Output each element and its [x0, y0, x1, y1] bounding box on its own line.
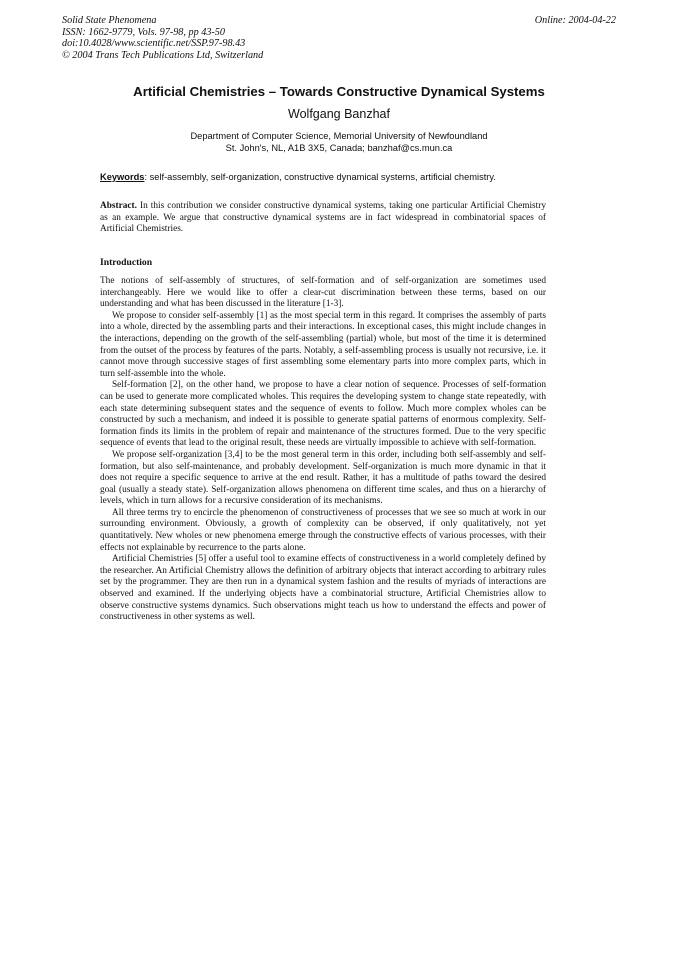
doi-line: doi:10.4028/www.scientific.net/SSP.97-98.43: [62, 38, 246, 50]
journal-name: Solid State Phenomena: [62, 15, 157, 26]
affiliation-line-2: St. John's, NL, A1B 3X5, Canada; banzhaf@cs.mun.ca: [225, 142, 453, 153]
introduction-body: [100, 276, 546, 624]
paragraph: We propose self-organization [3,4] to be the most general term in this order, including both self-assembly and self-formation, but also self-maintenance, and probably development. Self-organization is much more dynamic in that it does not require a specific sequence to arrive at the end result. Rather, it has a multitude of paths toward the desired goal (usually a steady state). Self-organization allows phenomena on different time scales, and thus on a hierarchy of levels, which in turn allows for a recursive consideration of its mechanisms.: [100, 449, 546, 507]
journal-header: [62, 15, 616, 61]
keywords: [100, 172, 560, 182]
paragraph: The notions of self-assembly of structures, of self-formation and of self-organization are sometimes used interchangeably. Here we would like to offer a clear-cut discrimination between these terms, based on our understanding and what has been discussed in the literature [1-3].: [100, 276, 546, 310]
affiliation-line-1: Department of Computer Science, Memorial University of Newfoundland: [190, 131, 488, 141]
paper-title: Artificial Chemistries – Towards Constructive Dynamical Systems: [133, 84, 545, 99]
copyright-line: © 2004 Trans Tech Publications Ltd, Switzerland: [62, 49, 264, 61]
paragraph: We propose to consider self-assembly [1] as the most special term in this regard. It comprises the assembly of parts into a whole, directed by the assembling parts and their interactions. In exceptional cases, this might include changes in the interactions, depending on the growth of the self-assembling (partial) whole, but most of the time it is determined from the outset of the process by features of the parts. Notably, a self-assembling process is usually not recursive, i.e. it cannot move through successive stages of first assembling some elementary parts into more complex parts, which in turn self-assemble into the whole.: [100, 310, 546, 379]
abstract-label: Abstract.: [100, 201, 137, 211]
paragraph: Self-formation [2], on the other hand, we propose to have a clear notion of sequence. Processes of self-formation can be used to generate more complicated wholes. This requires the developing system to change state repeatedly, with each state determining subsequent states and the sequence of events to follow. Much more complex wholes can be constructed by such a mechanism, and indeed it is possible to generate spatial patterns of enormous complexity. Self-formation finds its limits in the problem of repair and maintenance of the structures formed. Due to the very specific sequence of events that lead to the original result, these needs are virtually impossible to achieve with self-formation.: [100, 380, 546, 449]
paper-author: Wolfgang Banzhaf: [288, 107, 390, 121]
online-date: Online: 2004-04-22: [534, 15, 616, 26]
abstract-text: In this contribution we consider constructive dynamical systems, taking one particular Artificial Chemistry as an example. We argue that constructive dynamical systems are in fact widespread in combinatorial spaces of Artificial Chemistries.: [100, 201, 546, 235]
section-heading-introduction: Introduction: [100, 257, 153, 268]
abstract: [100, 201, 546, 236]
paragraph: All three terms try to encircle the phenomenon of constructiveness of processes that we see so much at work in our surrounding environment. Obviously, a growth of complexity can be observed, if only qualitatively, not yet quantitatively. New wholes or new phenomena emerge through the constructive effects of various processes, with their effects not explainable by recurrence to the parts alone.: [100, 507, 546, 553]
paragraph: Artificial Chemistries [5] offer a useful tool to examine effects of constructiveness in a world completely defined by the researcher. An Artificial Chemistry allows the definition of arbitrary objects that interact according to arbitrary rules set by the programmer. They are then run in a dynamical system fashion and the results of myriads of interactions are observed and examined. If the underlying objects have a combinatorial structure, Artificial Chemistries allow to observe constructive systems dynamics. Such observations might teach us how to understand the effects and power of constructiveness in other systems as well.: [100, 554, 546, 623]
keywords-text: : self-assembly, self-organization, constructive dynamical systems, artificial chemistry.: [144, 172, 496, 182]
keywords-label: Keywords: [100, 172, 145, 182]
author-affiliation: [0, 131, 678, 154]
issn-line: ISSN: 1662-9779, Vols. 97-98, pp 43-50: [62, 26, 225, 38]
